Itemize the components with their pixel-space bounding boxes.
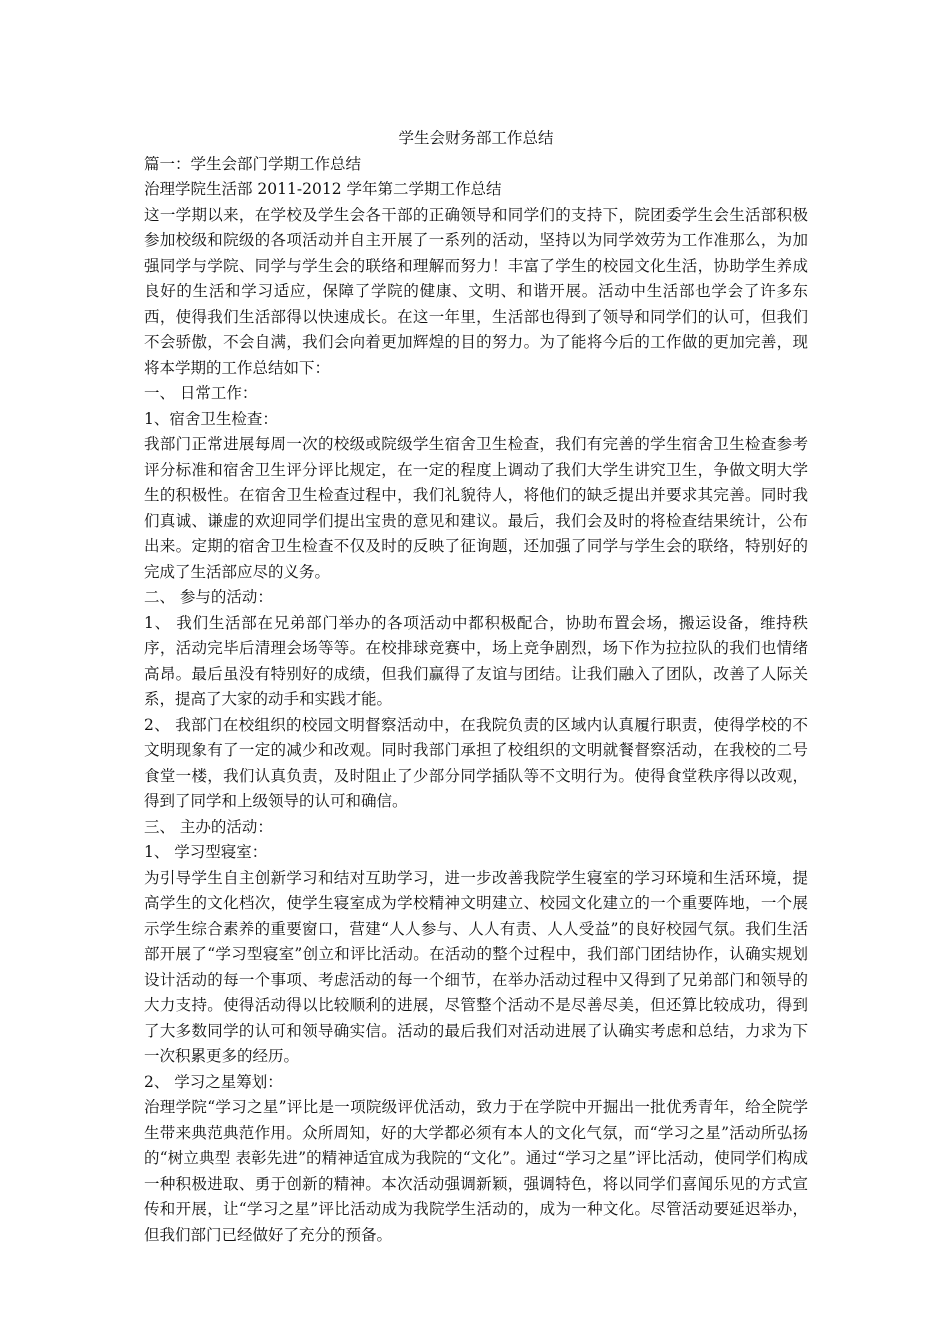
- paragraph-dorm-inspection: 我部门正常进展每周一次的校级或院级学生宿舍卫生检查，我们有完善的学生宿舍卫生检查参考评分标准和宿舍卫生评分评比规定，在一定的程度上调动了我们大学生讲究卫生，争做文明大学生的积极性。在宿舍卫生检查过程中，我们礼貌待人，将他们的缺乏提出并要求其完善。同时我们真诚、谦虚的欢迎同学们提出宝贵的意见和建议。最后，我们会及时的将检查结果统计，公布出来。定期的宿舍卫生检查不仅及时的反映了征询题，还加强了同学与学生会的联络，特别好的完成了生活部应尽的义务。: [144, 435, 808, 581]
- subheading-study-star: 2、 学习之星筹划：: [144, 1072, 283, 1091]
- paragraph-study-star: 治理学院“学习之星”评比是一项院级评优活动，致力于在学院中开掘出一批优秀青年，给全院学生带来典范典范作用。众所周知，好的大学都必须有本人的文化气氛，而“学习之星”活动所弘扬的“树立典型 表彰先进”的精神适宜成为我院的“文化”。通过“学习之星”评比活动，使同学们构成一种积极进取、勇于创新的精神。本次活动强调新颖，强调特色，将以同学们喜闻乐见的方式宣传和开展，让“学习之星”评比活动成为我院学生活动的，成为一种文化。尽管活动要延迟举办，但我们部门已经做好了充分的预备。: [144, 1098, 808, 1244]
- paragraph-participated-2: 2、 我部门在校组织的校园文明督察活动中，在我院负责的区域内认真履行职责，使得学校的不文明现象有了一定的减少和改观。同时我部门承担了校组织的文明就餐督察活动，在我校的二号食堂一楼，我们认真负责，及时阻止了少部分同学插队等不文明行为。使得食堂秩序得以改观，得到了同学和上级领导的认可和确信。: [144, 715, 808, 810]
- subtitle-section-one: 篇一：学生会部门学期工作总结: [144, 154, 362, 173]
- document-title: 学生会财务部工作总结: [398, 129, 554, 147]
- subheading-learning-dorm: 1、 学习型寝室：: [144, 843, 268, 861]
- intro-paragraph: 这一学期以来，在学校及学生会各干部的正确领导和同学们的支持下，院团委学生会生活部积极参加校级和院级的各项活动并自主开展了一系列的活动，坚持以为同学效劳为工作准那么，为加强同学与学院、同学与学生会的联络和理解而努力！丰富了学生的校园文化生活，协助学生养成良好的生活和学习适应，保障了学院的健康、文明、和谐开展。活动中生活部也学会了许多东西，使得我们生活部得以快速成长。在这一年里，生活部也得到了领导和同学们的认可，但我们不会骄傲，不会自满，我们会向着更加辉煌的目的努力。为了能将今后的工作做的更加完善，现将本学期的工作总结如下：: [144, 205, 808, 377]
- paragraph-participated-1: 1、 我们生活部在兄弟部门举办的各项活动中都积极配合，协助布置会场，搬运设备，维持秩序，活动完毕后清理会场等等。在校排球竞赛中，场上竞争剧烈，场下作为拉拉队的我们也情绪高昂。最后虽没有特别好的成绩，但我们赢得了友谊与团结。让我们融入了团队，改善了人际关系，提高了大家的动手和实践才能。: [144, 613, 808, 708]
- heading-hosted-activities: 三、 主办的活动：: [144, 817, 273, 836]
- subtitle-department-term: 治理学院生活部 2011-2012 学年第二学期工作总结: [144, 180, 502, 198]
- document-body: [144, 126, 808, 1248]
- heading-participated-activities: 二、 参与的活动：: [144, 588, 273, 606]
- heading-daily-work: 一、 日常工作：: [144, 384, 258, 402]
- paragraph-learning-dorm: 为引导学生自主创新学习和结对互助学习，进一步改善我院学生寝室的学习环境和生活环境，提高学生的文化档次，使学生寝室成为学校精神文明建立、校园文化建立的一个重要阵地，一个展示学生综合素养的重要窗口，营建“人人参与、人人有责、人人受益”的良好校园气氛。我们生活部开展了“学习型寝室”创立和评比活动。在活动的整个过程中，我们部门团结协作，认确实规划设计活动的每一个事项、考虑活动的每一个细节，在举办活动过程中又得到了兄弟部门和领导的大力支持。使得活动得以比较顺利的进展，尽管整个活动不是尽善尽美，但还算比较成功，得到了大多数同学的认可和领导确实信。活动的最后我们对活动进展了认确实考虑和总结，力求为下一次积累更多的经历。: [144, 868, 808, 1065]
- subheading-dorm-inspection: 1、宿舍卫生检查：: [144, 409, 278, 428]
